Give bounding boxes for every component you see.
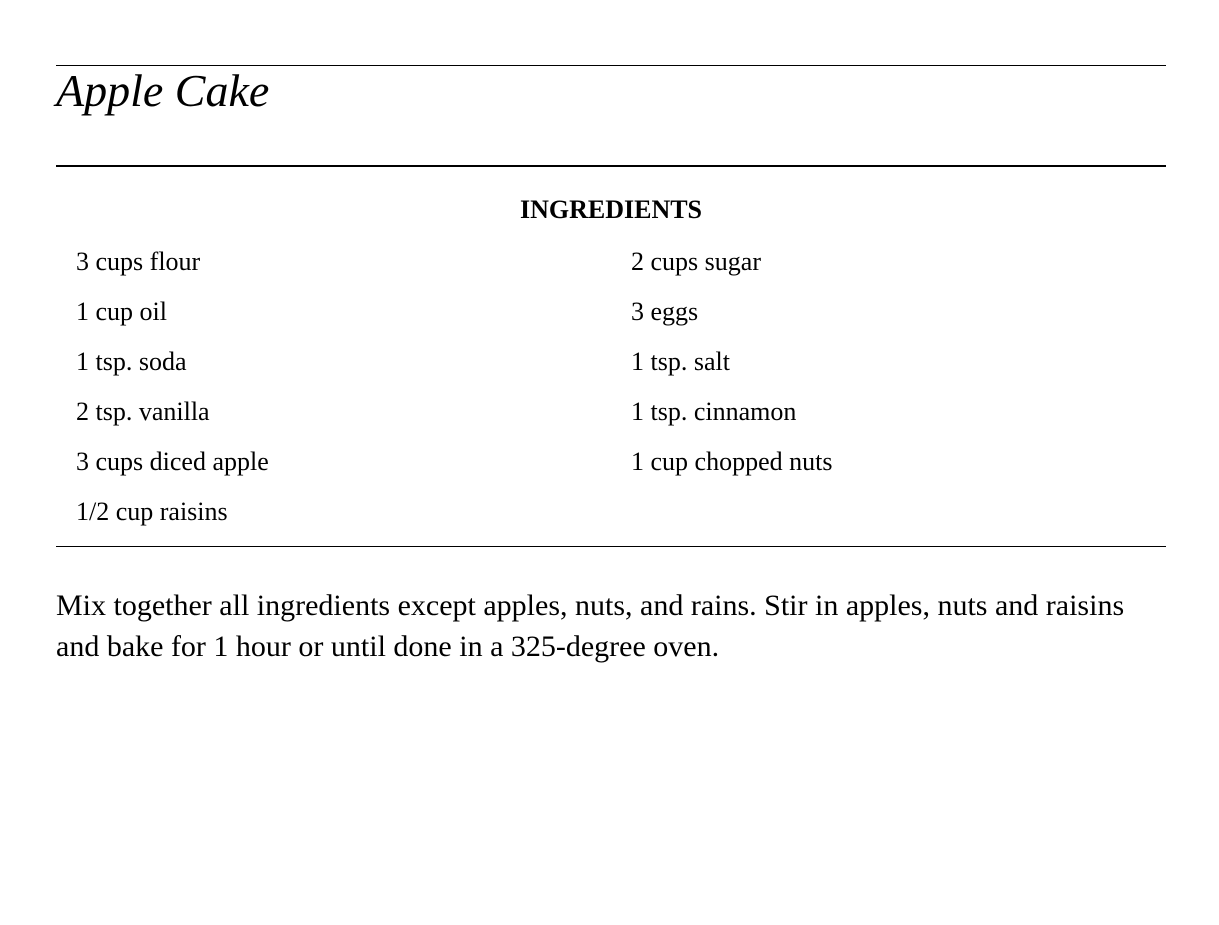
ingredient-item: 1 tsp. cinnamon [631, 397, 797, 426]
ingredients-section [56, 167, 1166, 547]
recipe-instructions: Mix together all ingredients except apples, nuts, and rains. Stir in apples, nuts and raisins and bake for 1 hour or until done in a 325-degree oven. [56, 589, 1125, 663]
ingredient-item: 1/2 cup raisins [76, 497, 228, 526]
ingredient-item: 3 eggs [631, 297, 699, 326]
ingredient-item: 2 cups sugar [631, 247, 761, 276]
ingredient-item: 1 tsp. salt [631, 347, 730, 376]
recipe-title: Apple Cake [56, 65, 270, 116]
ingredient-item: 3 cups diced apple [76, 447, 269, 476]
ingredient-item: 3 cups flour [76, 247, 201, 276]
ingredient-item: 1 cup oil [76, 297, 167, 326]
ingredient-item: 1 tsp. soda [76, 347, 187, 376]
ingredient-item: 2 tsp. vanilla [76, 397, 210, 426]
ingredient-item: 1 cup chopped nuts [631, 447, 833, 476]
ingredient-item-empty [611, 487, 1166, 537]
ingredients-grid [56, 237, 1166, 546]
ingredients-heading: INGREDIENTS [519, 195, 703, 224]
recipe-page [56, 65, 1166, 667]
